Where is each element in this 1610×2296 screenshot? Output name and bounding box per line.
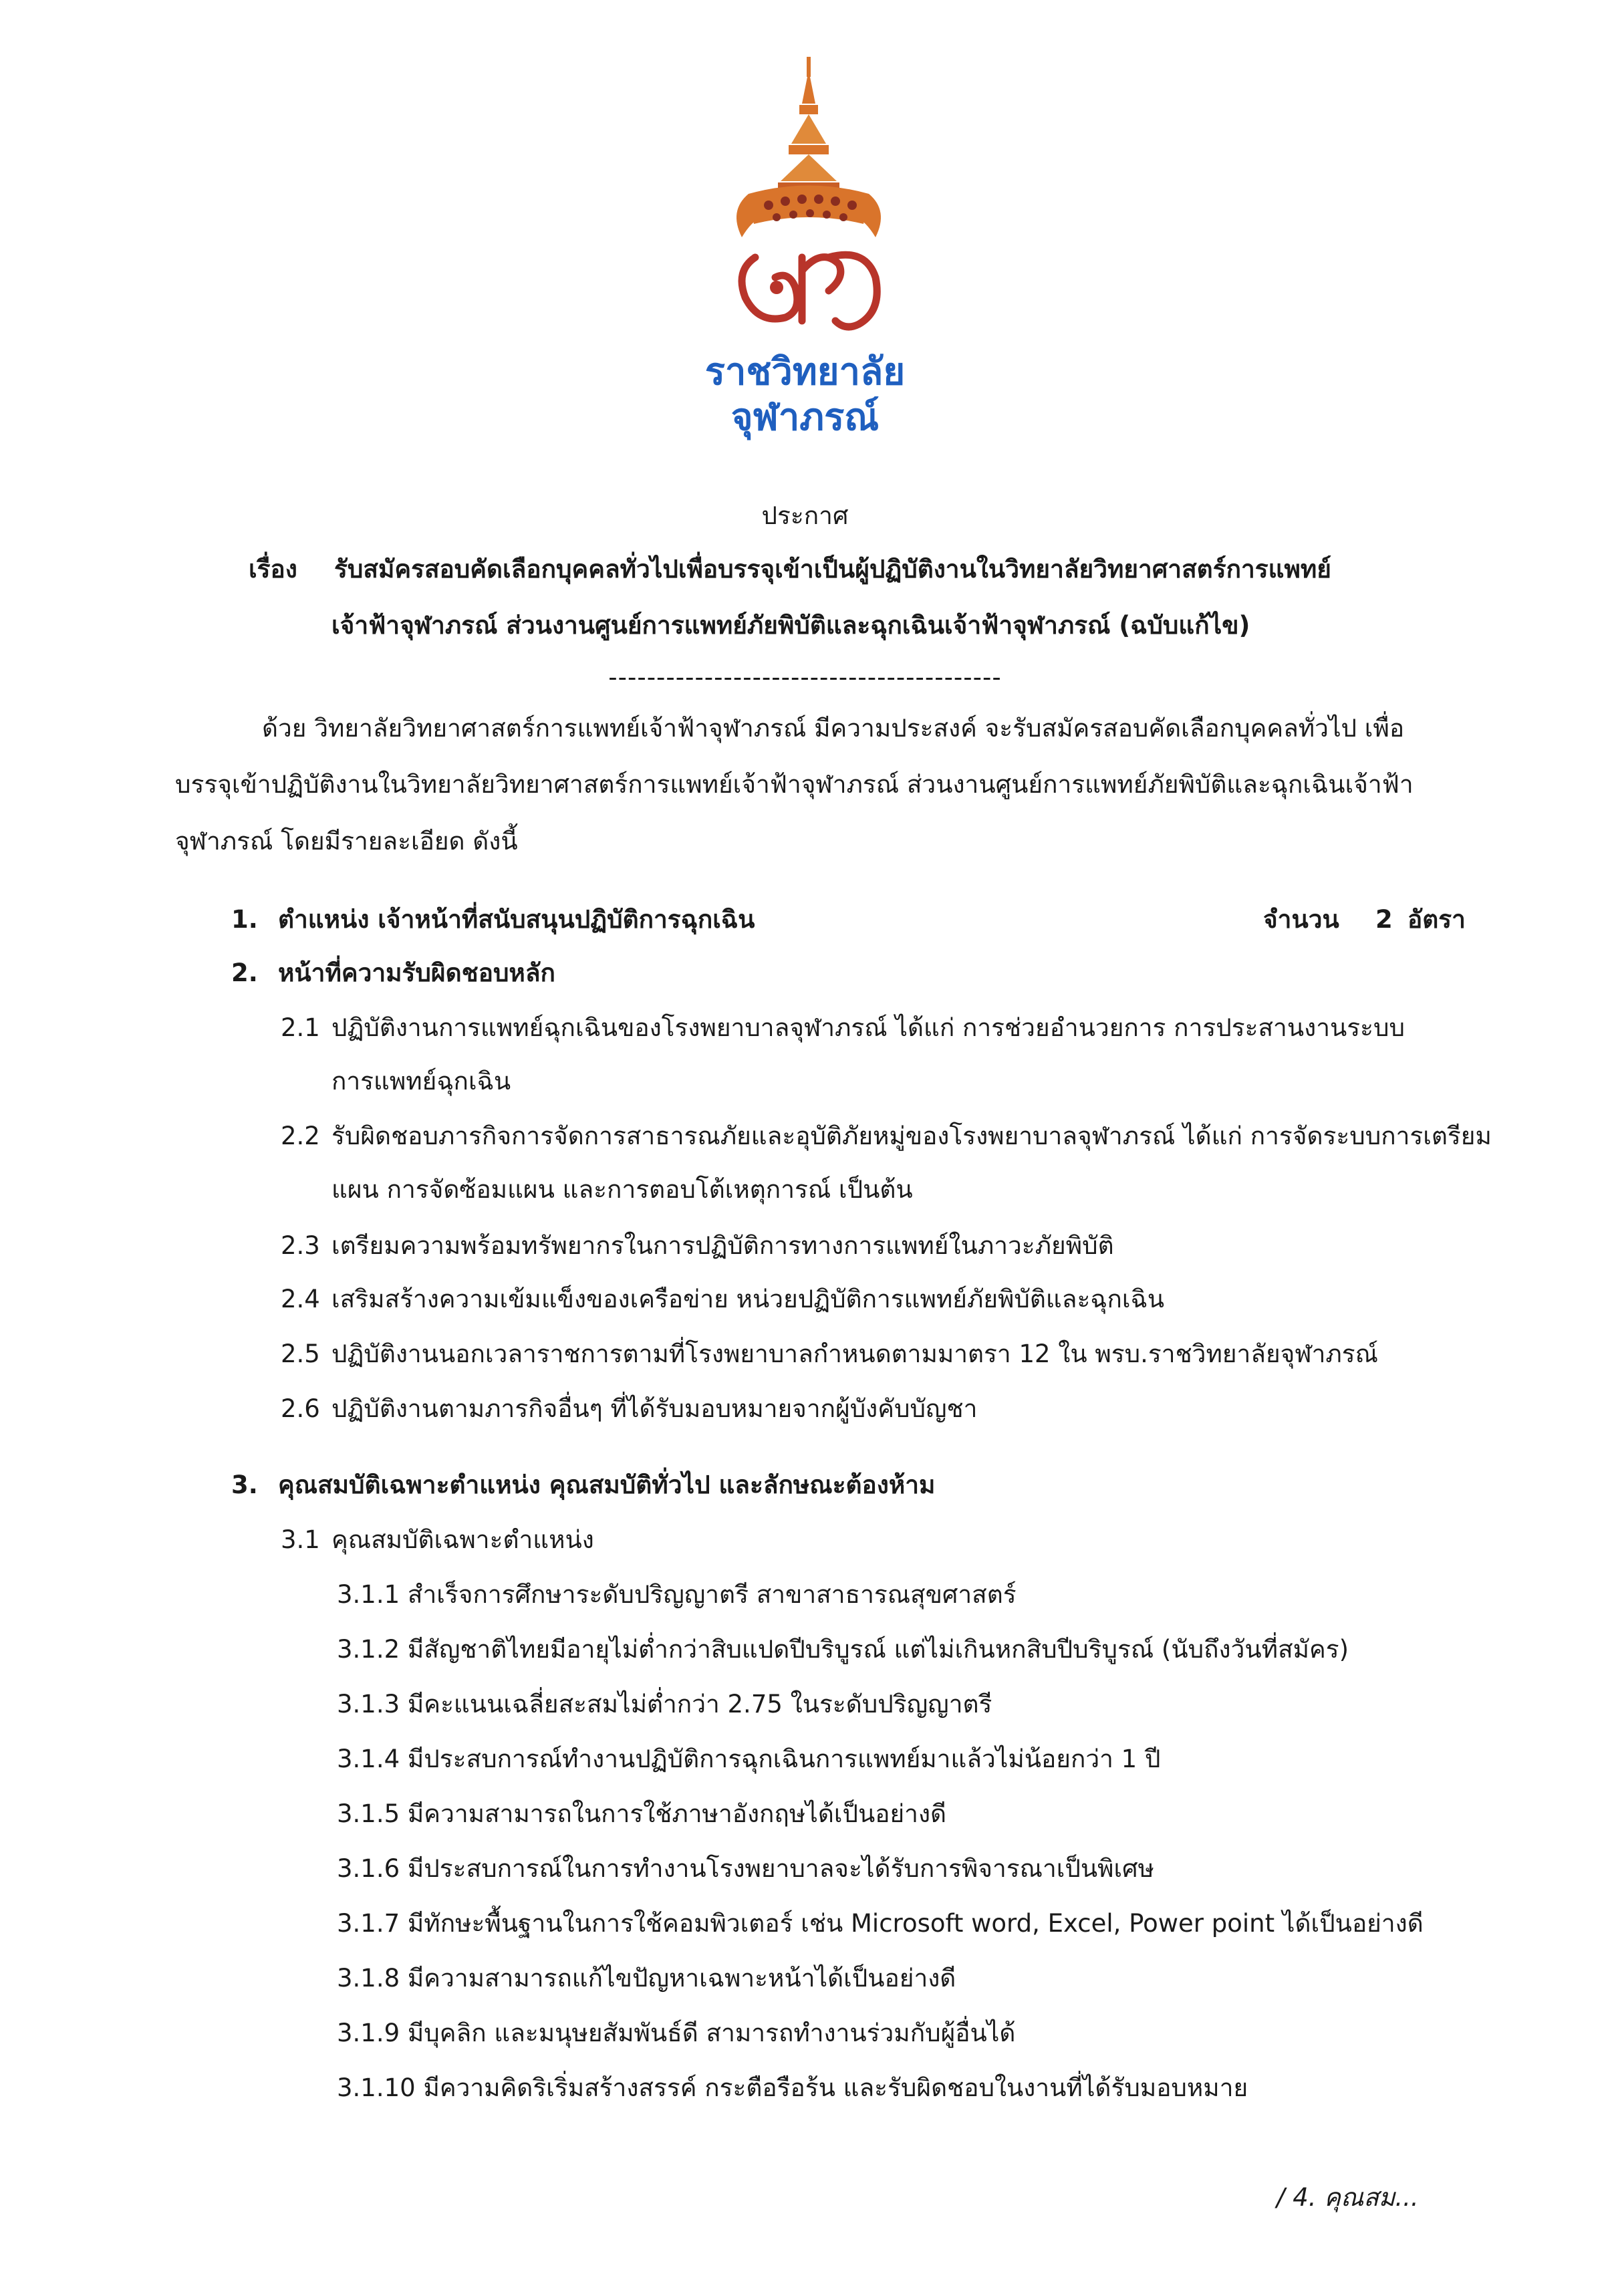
item-text-cont: แผน การจัดซ้อมแผน และการตอบโต้เหตุการณ์ เป็นต้น bbox=[331, 1175, 913, 1204]
qualification-number: 3.1.1 bbox=[337, 1580, 400, 1609]
subsection-number: 3.1 bbox=[281, 1525, 320, 1554]
qualification-text: มีทักษะพื้นฐานในการใช้คอมพิวเตอร์ เช่น Microsoft word, Excel, Power point ได้เป็นอย่างดี bbox=[407, 1909, 1424, 1938]
qualification-item bbox=[337, 2017, 1015, 2049]
qualification-text: มีประสบการณ์ทำงานปฏิบัติการฉุกเฉินการแพทย์มาแล้วไม่น้อยกว่า 1 ปี bbox=[407, 1745, 1161, 1773]
item-text: ปฏิบัติงานนอกเวลาราชการตามที่โรงพยาบาลกำหนดตามมาตรา 12 ใน พรบ.ราชวิทยาลัยจุฬาภรณ์ bbox=[331, 1340, 1378, 1368]
qualification-text: มีความสามารถในการใช้ภาษาอังกฤษได้เป็นอย่างดี bbox=[407, 1799, 947, 1828]
item-number: 2.4 bbox=[281, 1285, 320, 1313]
qualification-item bbox=[337, 1908, 1424, 1940]
section1-count-value: 2 bbox=[1375, 905, 1393, 934]
qualification-text: มีความคิดริเริ่มสร้างสรรค์ กระตือรือร้น และรับผิดชอบในงานที่ได้รับมอบหมาย bbox=[423, 2073, 1248, 2102]
qualification-item bbox=[337, 2072, 1248, 2104]
qualification-number: 3.1.2 bbox=[337, 1635, 400, 1664]
qualification-number: 3.1.7 bbox=[337, 1909, 400, 1938]
section1-number: 1. bbox=[231, 905, 258, 934]
section1-count-label: จำนวน bbox=[1263, 905, 1339, 934]
qualification-number: 3.1.10 bbox=[337, 2073, 416, 2102]
section1-count-unit: อัตรา bbox=[1407, 905, 1466, 934]
qualification-text: มีสัญชาติไทยมีอายุไม่ต่ำกว่าสิบแปดปีบริบูรณ์ แต่ไม่เกินหกสิบปีบริบูรณ์ (นับถึงวันที่สมัคร) bbox=[407, 1635, 1349, 1664]
qualification-number: 3.1.6 bbox=[337, 1854, 400, 1883]
qualification-text: มีคะแนนเฉลี่ยสะสมไม่ต่ำกว่า 2.75 ในระดับปริญญาตรี bbox=[407, 1690, 992, 1718]
subject-line1: รับสมัครสอบคัดเลือกบุคคลทั่วไปเพื่อบรรจุเข้าเป็นผู้ปฏิบัติงานในวิทยาลัยวิทยาศาสตร์การแพทย์ bbox=[334, 555, 1331, 584]
item-text: ปฏิบัติงานการแพทย์ฉุกเฉินของโรงพยาบาลจุฬาภรณ์ ได้แก่ การช่วยอำนวยการ การประสานงานระบบ bbox=[331, 1013, 1405, 1042]
qualification-text: สำเร็จการศึกษาระดับปริญญาตรี สาขาสาธารณสุขศาสตร์ bbox=[407, 1580, 1017, 1609]
section2-number: 2. bbox=[231, 959, 258, 987]
page-continuation: / 4. คุณสม... bbox=[1277, 2183, 1419, 2212]
qualification-number: 3.1.5 bbox=[337, 1799, 400, 1828]
qualification-item bbox=[337, 1962, 956, 1995]
qualification-item bbox=[337, 1743, 1160, 1775]
qualification-item bbox=[337, 1798, 946, 1830]
logo-text-line2: จุฬาภรณ์ bbox=[730, 396, 880, 439]
header-divider: ----------------------------------------- bbox=[608, 663, 1002, 692]
item-text: รับผิดชอบภารกิจการจัดการสาธารณภัยและอุบัติภัยหมู่ของโรงพยาบาลจุฬาภรณ์ ได้แก่ การจัดระบบการเตรียม bbox=[331, 1122, 1492, 1150]
item-text: เสริมสร้างความเข้มแข็งของเครือข่าย หน่วยปฏิบัติการแพทย์ภัยพิบัติและฉุกเฉิน bbox=[331, 1285, 1165, 1313]
subject-label: เรื่อง bbox=[249, 555, 297, 584]
qualification-number: 3.1.3 bbox=[337, 1690, 400, 1718]
qualification-text: มีประสบการณ์ในการทำงานโรงพยาบาลจะได้รับการพิจารณาเป็นพิเศษ bbox=[407, 1854, 1155, 1883]
logo-text-line1: ราชวิทยาลัย bbox=[704, 350, 906, 394]
qualification-number: 3.1.9 bbox=[337, 2019, 400, 2047]
qualification-item bbox=[337, 1853, 1154, 1885]
item-number: 2.1 bbox=[281, 1013, 320, 1042]
item-text-cont: การแพทย์ฉุกเฉิน bbox=[331, 1067, 511, 1096]
qualification-text: มีบุคลิก และมนุษยสัมพันธ์ดี สามารถทำงานร่วมกับผู้อื่นได้ bbox=[407, 2019, 1016, 2047]
subsection-title: คุณสมบัติเฉพาะตำแหน่ง bbox=[331, 1525, 594, 1554]
intro-line3: จุฬาภรณ์ โดยมีรายละเอียด ดังนี้ bbox=[175, 827, 518, 856]
item-number: 2.3 bbox=[281, 1231, 320, 1260]
item-text: เตรียมความพร้อมทรัพยากรในการปฏิบัติการทางการแพทย์ในภาวะภัยพิบัติ bbox=[331, 1231, 1114, 1260]
intro-line2: บรรจุเข้าปฏิบัติงานในวิทยาลัยวิทยาศาสตร์การแพทย์เจ้าฟ้าจุฬาภรณ์ ส่วนงานศูนย์การแพทย์ภัยพิบัติและฉุกเฉินเจ้าฟ้า bbox=[175, 770, 1414, 799]
qualification-item bbox=[337, 1579, 1017, 1611]
item-number: 2.6 bbox=[281, 1394, 320, 1423]
item-number: 2.2 bbox=[281, 1122, 320, 1150]
chulabhorn-crown-emblem-icon bbox=[722, 57, 896, 338]
qualification-item bbox=[337, 1688, 992, 1720]
qualification-text: มีความสามารถแก้ไขปัญหาเฉพาะหน้าได้เป็นอย่างดี bbox=[407, 1964, 956, 1993]
section3-title: คุณสมบัติเฉพาะตำแหน่ง คุณสมบัติทั่วไป และลักษณะต้องห้าม bbox=[278, 1471, 936, 1499]
qualification-item bbox=[337, 1634, 1349, 1666]
qualification-number: 3.1.4 bbox=[337, 1745, 400, 1773]
subject-line2: เจ้าฟ้าจุฬาภรณ์ ส่วนงานศูนย์การแพทย์ภัยพิบัติและฉุกเฉินเจ้าฟ้าจุฬาภรณ์ (ฉบับแก้ไข) bbox=[331, 611, 1250, 640]
section2-title: หน้าที่ความรับผิดชอบหลัก bbox=[278, 959, 555, 987]
item-number: 2.5 bbox=[281, 1340, 320, 1368]
announcement-type: ประกาศ bbox=[761, 501, 849, 530]
intro-line1: ด้วย วิทยาลัยวิทยาศาสตร์การแพทย์เจ้าฟ้าจุฬาภรณ์ มีความประสงค์ จะรับสมัครสอบคัดเลือกบุคคลทั่วไป เพื่อ bbox=[262, 714, 1405, 743]
section3-number: 3. bbox=[231, 1471, 258, 1499]
item-text: ปฏิบัติงานตามภารกิจอื่นๆ ที่ได้รับมอบหมายจากผู้บังคับบัญชา bbox=[331, 1394, 978, 1423]
section1-position: ตำแหน่ง เจ้าหน้าที่สนับสนุนปฏิบัติการฉุกเฉิน bbox=[278, 905, 755, 934]
qualification-number: 3.1.8 bbox=[337, 1964, 400, 1993]
